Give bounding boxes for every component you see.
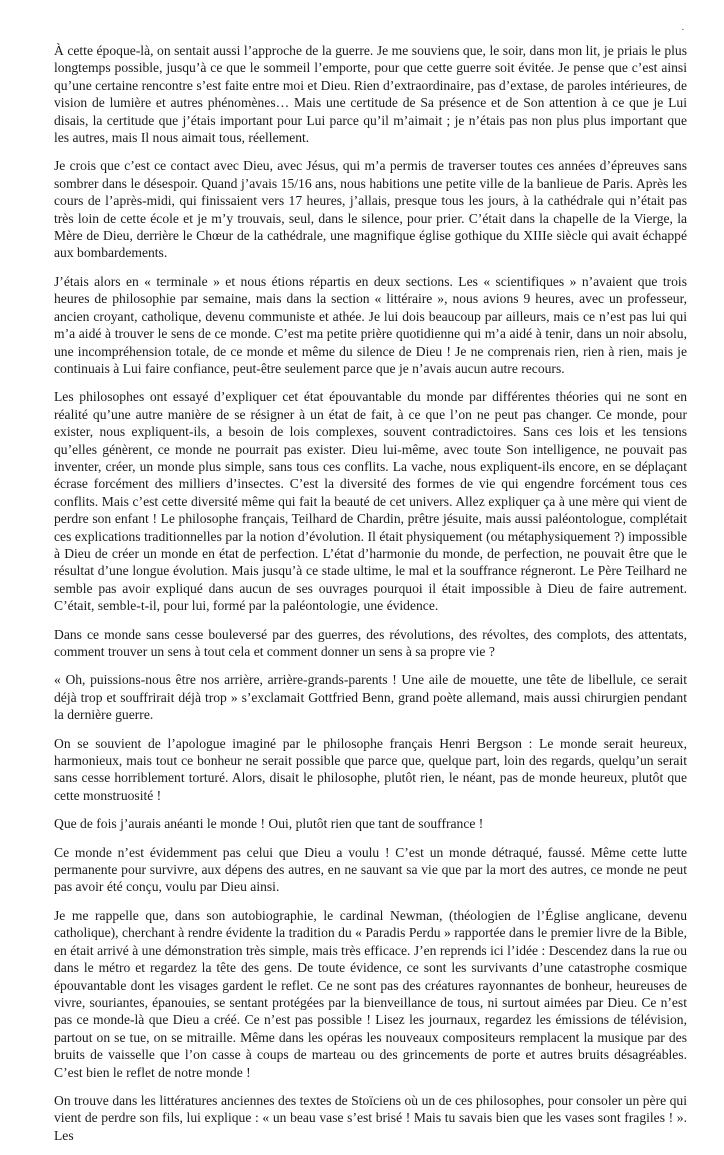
paragraph-5: Dans ce monde sans cesse bouleversé par des guerres, des révolutions, des révoltes, des complots, des attentats, comment trouver un sens à tout cela et comment donner un sens à sa propre vie ? bbox=[54, 626, 687, 659]
paragraph-8: Que de fois j’aurais anéanti le monde ! Oui, plutôt rien que tant de souffrance ! bbox=[54, 816, 484, 832]
paragraph-9: Ce monde n’est évidemment pas celui que Dieu a voulu ! C’est un monde détraqué, faussé. Même cette lutte permanente pour survivre, aux dépens des autres, en ne sauvant sa vie que par la mort des autres, ce monde ne peut pas avoir été conçu, voulu par Dieu ainsi. bbox=[54, 844, 687, 895]
paragraph-10: Je me rappelle que, dans son autobiographie, le cardinal Newman, (théologien de l’Église anglicane, devenu catholique), cherchant à rendre évidente la tradition du « Paradis Perdu » rapportée dans le premier livre de la Bible, en était arrivé à une démonstration très simple, mais très efficace. J’en reprends ici l’idée : Descendez dans la rue ou dans le métro et regardez la tête des gens. De toute évidence, ce sont les survivants d’une catastrophe cosmique épouvantable dont les visages gardent le reflet. Ce ne sont pas des créatures rayonnantes de bonheur, heureuses de vivre, souriantes, épanouies, se sentant protégées par la bienveillance de tous, ni surtout aimées par Dieu. Ce n’est pas ce monde-là que Dieu a créé. Ce n’est pas possible ! Lisez les journaux, regardez les émissions de télévision, partout on se tue, on se mitraille. Même dans les opéras les nouveaux compositeurs remplacent la musique par des bruits de vaisselle que l’on casse à coups de marteau ou des grincements de porte et autres bruits désagréables. C’est bien le reflet de notre monde ! bbox=[54, 907, 687, 1080]
paragraph-6: « Oh, puissions-nous être nos arrière, arrière-grands-parents ! Une aile de mouette, une tête de libellule, ce serait déjà trop et souffrirait déjà trop » s’exclamait Gottfried Benn, grand poète allemand, mais aussi chirurgien pendant la dernière guerre. bbox=[54, 672, 687, 723]
paragraph-3: J’étais alors en « terminale » et nous étions répartis en deux sections. Les « scientifiques » n’avaient que trois heures de philosophie par semaine, mais dans la section « littéraire », nous avions 9 heures, avec un professeur, ancien croyant, catholique, devenu communiste et athée. Je lui dois beaucoup par ailleurs, mais ce n’est pas lui qui m’a aidé à trouver le sens de ce monde. C’est ma petite prière quotidienne qui m’a aidé à tenir, dans un noir absolu, une incompréhension totale, de ce monde et même du silence de Dieu ! Je ne comprenais rien, rien à rien, mais je continuais à Lui faire confiance, peut-être seulement parce que je n’avais aucun autre recours. bbox=[54, 273, 687, 376]
paragraph-11: On trouve dans les littératures anciennes des textes de Stoïciens où un de ces philosophes, pour consoler un père qui vient de perdre son fils, lui explique : « un beau vase s’est brisé ! Mais tu savais bien que les vases sont fragiles ! ». Les bbox=[54, 1092, 687, 1143]
paragraph-1: À cette époque-là, on sentait aussi l’approche de la guerre. Je me souviens que, le soir, dans mon lit, je priais le plus longtemps possible, jusqu’à ce que le sommeil l’emporte, pour que cette guerre soit évitée. Je pense que c’est ainsi qu’une certaine rencontre s’est faite entre moi et Dieu. Rien d’extraordinaire, pas d’extase, de paroles intérieures, de vision de lumière et autres phénomènes… Mais une certitude de Sa présence et de Son attention à ce que je Lui disais, la certitude que j’étais important pour Lui parce qu’il m’aimait ; je n’étais pas non plus plus important que les autres, mais Il nous aimait tous, réellement. bbox=[54, 43, 687, 146]
paragraph-2: Je crois que c’est ce contact avec Dieu, avec Jésus, qui m’a permis de traverser toutes ces années d’épreuves sans sombrer dans le désespoir. Quand j’avais 15/16 ans, nous habitions une petite ville de la banlieue de Paris. Après les cours de l’après-midi, qui finissaient vers 17 heures, j’allais, presque tous les jours, à la cathédrale qui n’était pas très loin de cette école et je m’y trouvais, seul, dans le silence, pour prier. C’était dans la chapelle de la Vierge, la Mère de Dieu, derrière le Chœur de la cathédrale, une magnifique église gothique du XIIIe siècle qui avait échappé aux bombardements. bbox=[54, 158, 687, 261]
scan-mark: · bbox=[681, 24, 685, 36]
body-text bbox=[54, 42, 687, 1155]
paragraph-4: Les philosophes ont essayé d’expliquer cet état épouvantable du monde par différentes théories qui ne sont en réalité qu’une autre manière de se résigner à un état de fait, à ce que l’on ne peut pas changer. Ce monde, pour exister, nous expliquent-ils, a besoin de lois complexes, souvent contradictoires. Sans ces lois et les tensions qu’elles génèrent, ce monde ne pourrait pas exister. Dieu lui-même, avec toute Son intelligence, ne pouvait pas inventer, créer, un monde plus simple, sans tous ces conflits. La vache, nous expliquent-ils encore, en se déplaçant écrase forcément des milliers d’insectes. C’est la diversité des formes de vie qui engendre forcément tous ces conflits. Mais c’est cette diversité même qui fait la beauté de cet univers. Allez expliquer ça à une mère qui vient de perdre son enfant ! Le philosophe français, Teilhard de Chardin, prêtre jésuite, mais aussi paléontologue, complétait ces explications traditionnelles par la notion d’évolution. Il était physiquement (ou métaphysiquement ?) impossible à Dieu de créer un monde en état de perfection. L’état d’harmonie du monde, de perfection, ne pouvait être que le résultat d’une longue évolution. Mais jusqu’à ce stade ultime, le mal et la souffrance régneront. Le Père Teilhard ne semble pas avoir expliqué dans aucun de ses ouvrages pourquoi il était impossible à Dieu de faire autrement. C’était, semble-t-il, pour lui, formé par la paléontologie, une évidence. bbox=[54, 389, 687, 614]
paragraph-7: On se souvient de l’apologue imaginé par le philosophe français Henri Bergson : Le monde serait heureux, harmonieux, mais tout ce bonheur ne serait possible que parce que, quelque part, loin des regards, quelqu’un serait sans cesse horriblement torturé. Alors, disait le philosophe, plutôt rien, le néant, pas de monde heureux, plutôt que cette monstruosité ! bbox=[54, 735, 687, 803]
